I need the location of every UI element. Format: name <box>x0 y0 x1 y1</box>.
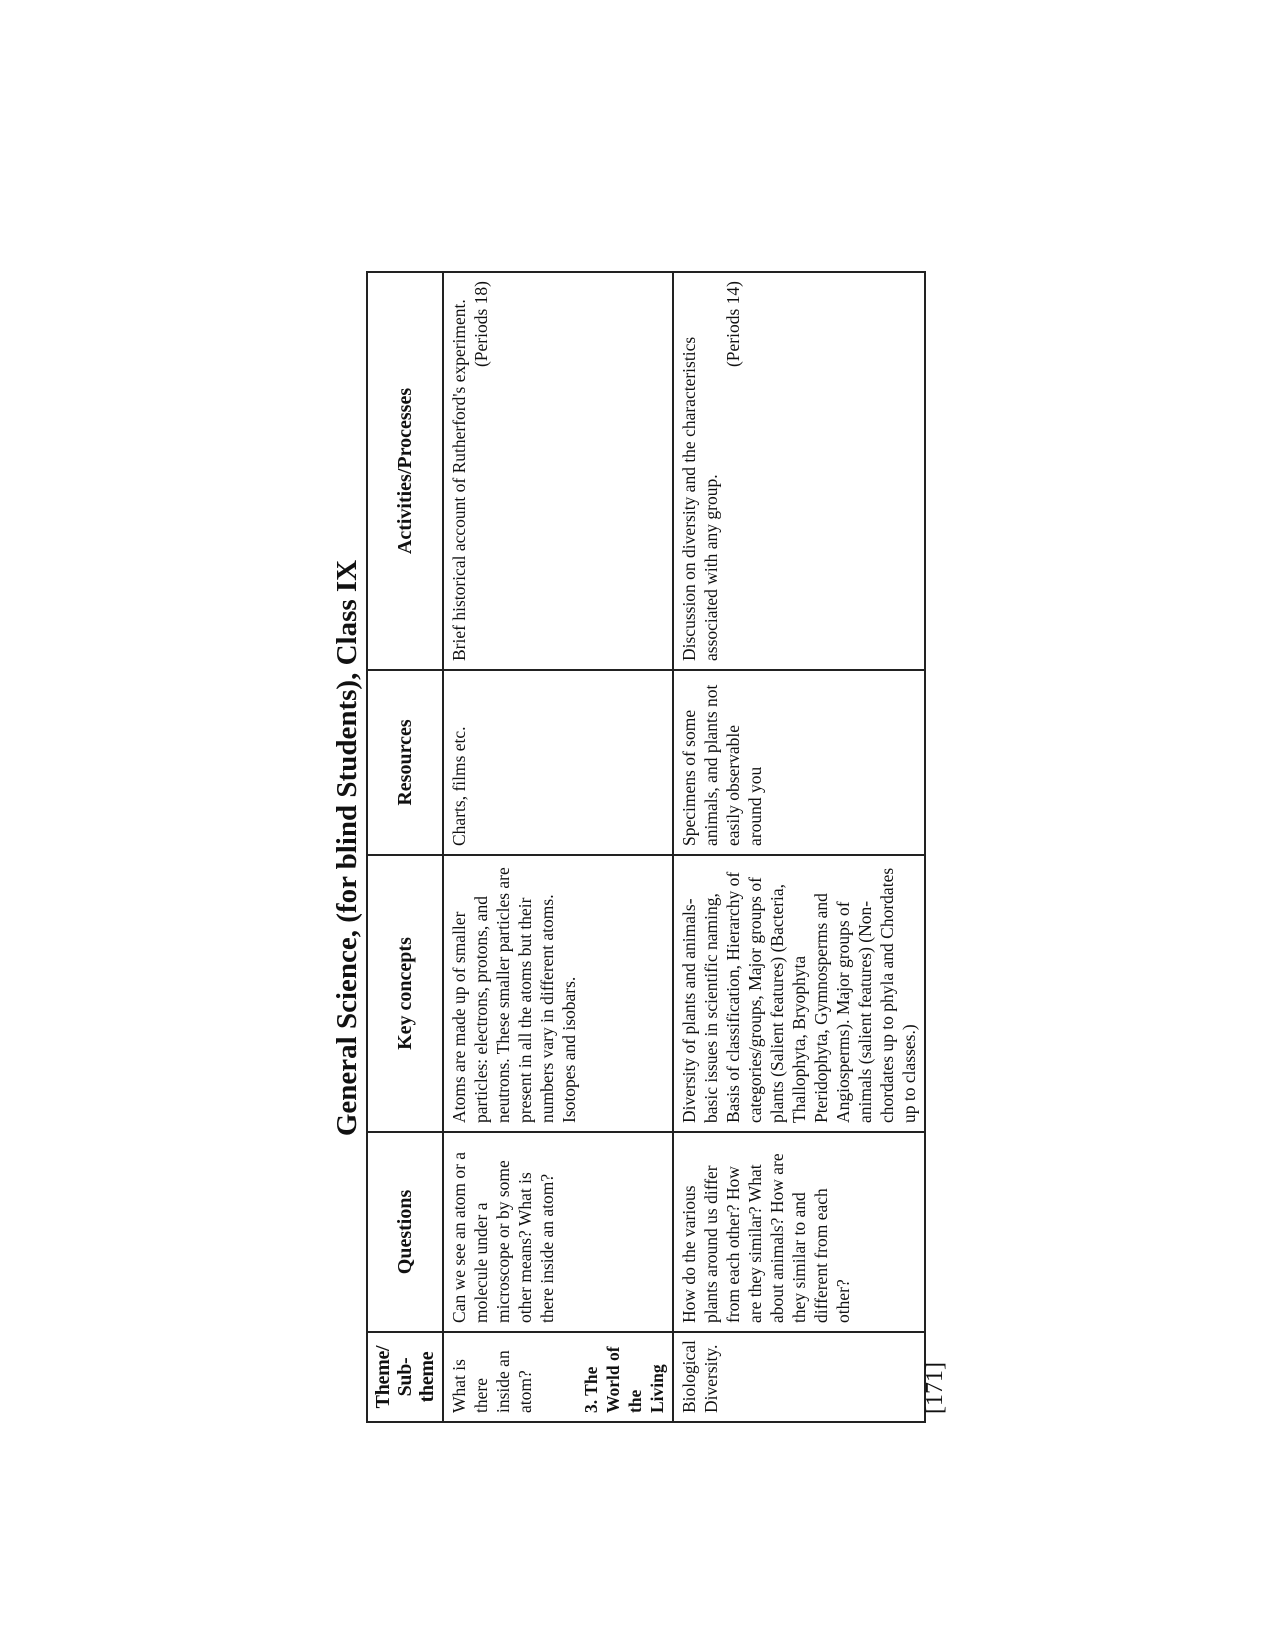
page-number: [171] <box>922 1362 948 1414</box>
column-header-theme: Theme/ Sub-theme <box>367 1332 443 1422</box>
table-header-row <box>367 272 443 1422</box>
activities-text: Discussion on diversity and the characteristics associated with any group. <box>679 336 721 661</box>
cell-theme <box>443 1332 673 1422</box>
cell-questions <box>443 1132 673 1332</box>
questions-text: How do the various plants around us differ from each other? How are they similar? What about animals? How are they similar to and different from each other? <box>679 1153 853 1323</box>
page-number-area <box>920 273 950 1423</box>
theme-text: Biological Diversity. <box>679 1340 721 1413</box>
resources-text: Charts, films etc. <box>449 726 469 846</box>
activities-text: Brief historical account of Rutherford's experiment. <box>449 299 469 661</box>
cell-key-concepts <box>673 855 925 1132</box>
column-header-key-concepts: Key concepts <box>367 855 443 1132</box>
column-header-resources: Resources <box>367 670 443 855</box>
cell-theme <box>673 1332 925 1422</box>
page-title: General Science, (for blind Students), Class IX <box>331 559 363 1137</box>
cell-resources <box>443 670 673 855</box>
table-row <box>443 272 673 1422</box>
landscape-sheet <box>330 273 950 1423</box>
table-row <box>673 272 925 1422</box>
syllabus-table <box>366 271 926 1423</box>
questions-text: Can we see an atom or a molecule under a microscope or by some other means? What is there inside an atom? <box>449 1151 557 1323</box>
periods-label: (Periods 14) <box>723 281 743 368</box>
cell-activities <box>443 272 673 670</box>
key-concepts-text: Diversity of plants and animals-basic issues in scientific naming, Basis of classification, Hierarchy of categories/groups, Major groups of plants (Salient features) (Bacteria, Thallophyta, Bryophyta Pteridophyta, Gymnosperms and Angiosperms). Major groups of animals (salient features) (Non-chordates up to phyla and Chordates up to classes.) <box>679 867 919 1123</box>
cell-key-concepts <box>443 855 673 1132</box>
column-header-questions: Questions <box>367 1132 443 1332</box>
rotated-page-content <box>330 273 950 1423</box>
cell-activities <box>673 272 925 670</box>
cell-questions <box>673 1132 925 1332</box>
key-concepts-text: Atoms are made up of smaller particles: electrons, protons, and neutrons. These smaller particles are present in all the atoms but their numbers vary in different atoms. <box>449 867 557 1123</box>
resources-text: Specimens of some animals, and plants not easily observable around you <box>679 684 765 846</box>
theme-text: What is there inside an atom? <box>449 1350 535 1413</box>
theme-heading: 3. The World of the Living <box>581 1346 667 1413</box>
column-header-activities: Activities/Processes <box>367 272 443 670</box>
periods-label: (Periods 18) <box>471 281 491 368</box>
cell-resources <box>673 670 925 855</box>
key-concepts-text-2: Isotopes and isobars. <box>559 976 579 1123</box>
